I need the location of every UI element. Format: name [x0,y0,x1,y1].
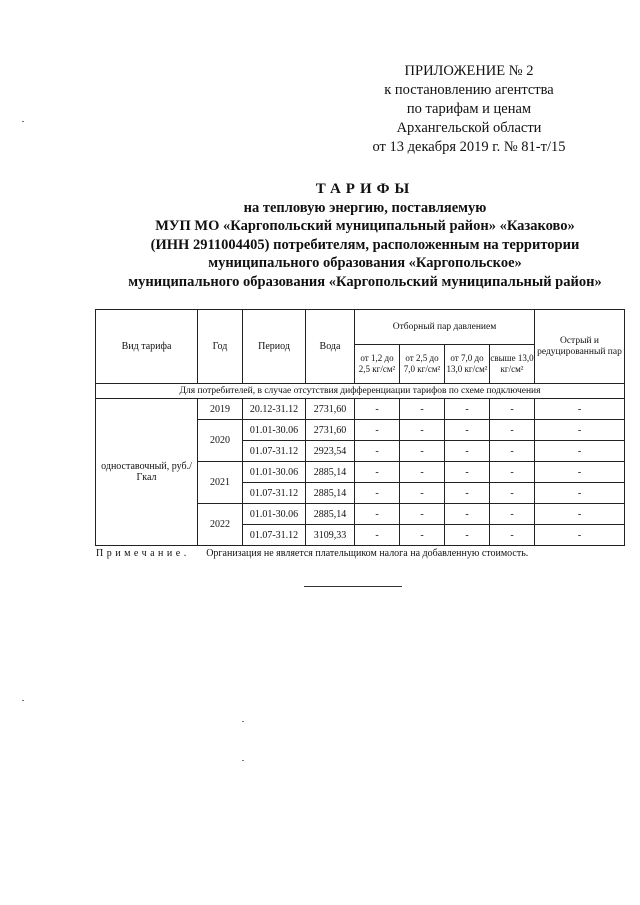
header-steam-3: от 7,0 до 13,0 кг/см² [445,345,490,384]
steam-cell: - [490,504,535,525]
steam-cell: - [400,399,445,420]
steam-cell: - [400,525,445,546]
steam-cell: - [355,525,400,546]
steam-cell: - [445,525,490,546]
tariff-type-cell: одноставочный, руб./Гкал [96,399,198,546]
table-row [96,399,625,420]
period-cell: 01.01-30.06 [243,420,306,441]
year-cell: 2022 [198,504,243,546]
steam-cell: - [355,399,400,420]
scan-speck [242,721,244,722]
sharp-steam-cell: - [535,399,625,420]
period-cell: 01.07-31.12 [243,483,306,504]
water-cell: 2885,14 [306,504,355,525]
steam-cell: - [445,504,490,525]
note [96,548,528,559]
appendix-line: к постановлению агентства [384,82,554,98]
header-sharp-steam: Острый и редуцированный пар [535,310,625,384]
steam-cell: - [445,399,490,420]
sharp-steam-cell: - [535,504,625,525]
title-line: муниципального образования «Каргопольское» [208,255,522,271]
period-cell: 20.12-31.12 [243,399,306,420]
steam-cell: - [445,441,490,462]
note-label: Примечание. [96,548,190,559]
water-cell: 2923,54 [306,441,355,462]
year-cell: 2021 [198,462,243,504]
water-cell: 3109,33 [306,525,355,546]
sharp-steam-cell: - [535,441,625,462]
appendix-line: по тарифам и ценам [406,101,532,117]
group-label: Для потребителей, в случае отсутствия дифференциации тарифов по схеме подключения [96,384,625,399]
header-year: Год [198,310,243,384]
document-title: ТАРИФЫ [315,181,415,197]
header-steam-2: от 2,5 до 7,0 кг/см² [400,345,445,384]
water-cell: 2885,14 [306,483,355,504]
period-cell: 01.01-30.06 [243,462,306,483]
sharp-steam-cell: - [535,420,625,441]
appendix-title: ПРИЛОЖЕНИЕ № 2 [404,63,534,79]
steam-cell: - [400,420,445,441]
steam-cell: - [445,462,490,483]
table-header-row [96,310,625,345]
title-line: муниципального образования «Каргопольский муниципальный район» [128,273,602,290]
appendix-line: Архангельской области [396,120,542,136]
sharp-steam-cell: - [535,525,625,546]
note-text: Организация не является плательщиком налога на добавленную стоимость. [206,548,529,559]
title-line: (ИНН 2911004405) потребителям, расположенным на территории [150,236,580,253]
steam-cell: - [400,462,445,483]
title-line: МУП МО «Каргопольский муниципальный район» «Казаково» [155,218,575,234]
tariff-table [95,309,625,546]
scan-speck [22,700,24,701]
steam-cell: - [400,483,445,504]
period-cell: 01.01-30.06 [243,504,306,525]
appendix-date-line: от 13 декабря 2019 г. № 81-т/15 [372,139,566,155]
sharp-steam-cell: - [535,462,625,483]
water-cell: 2885,14 [306,462,355,483]
steam-cell: - [355,483,400,504]
steam-cell: - [490,399,535,420]
sharp-steam-cell: - [535,483,625,504]
header-steam-4: свыше 13,0 кг/см² [490,345,535,384]
steam-cell: - [490,525,535,546]
steam-cell: - [355,504,400,525]
scan-speck [22,121,24,122]
steam-cell: - [490,483,535,504]
steam-cell: - [400,504,445,525]
steam-cell: - [445,483,490,504]
water-cell: 2731,60 [306,420,355,441]
header-steam-group: Отборный пар давлением [355,310,535,345]
title-line: на тепловую энергию, поставляемую [243,199,487,216]
steam-cell: - [445,420,490,441]
steam-cell: - [490,420,535,441]
period-cell: 01.07-31.12 [243,441,306,462]
steam-cell: - [355,420,400,441]
header-period: Период [243,310,306,384]
scan-speck [242,760,244,761]
steam-cell: - [400,441,445,462]
header-water: Вода [306,310,355,384]
header-tariff-type: Вид тарифа [96,310,198,384]
water-cell: 2731,60 [306,399,355,420]
steam-cell: - [355,441,400,462]
year-cell: 2019 [198,399,243,420]
steam-cell: - [490,462,535,483]
period-cell: 01.07-31.12 [243,525,306,546]
document-title-block [70,180,640,291]
steam-cell: - [490,441,535,462]
appendix-block [340,62,598,157]
steam-cell: - [355,462,400,483]
separator-line [304,586,402,587]
year-cell: 2020 [198,420,243,462]
group-row [96,384,625,399]
header-steam-1: от 1,2 до 2,5 кг/см² [355,345,400,384]
